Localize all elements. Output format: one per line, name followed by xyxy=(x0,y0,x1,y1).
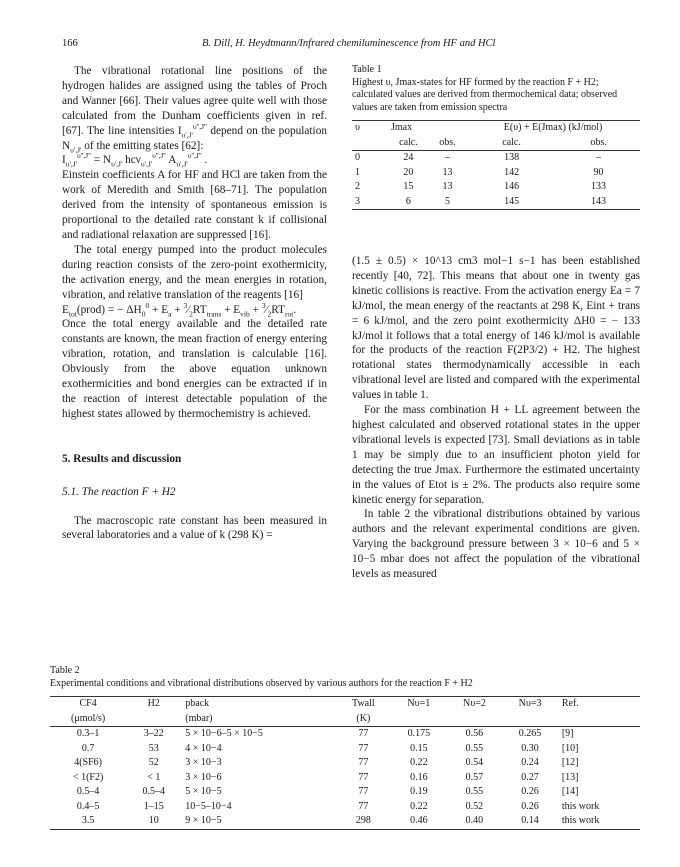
table-2-unit: (mbar) xyxy=(185,712,213,724)
table-row: 3 6 5 145 143 xyxy=(352,195,640,210)
paragraph-energy-available: Once the total energy available and the detailed rate constants are known, the mean fraction of energy entering vibration, rotation, and translation is calculable [16]. Obviously from the above equation unknown exothermicities and bond energies can be extracted if in the reaction of interest detectable population of the highest states allowed by thermochemistry is achieved. xyxy=(62,318,327,420)
table-2-header: CF4 xyxy=(79,698,97,709)
table-cell: this work xyxy=(561,815,600,826)
table-cell: 0.26 xyxy=(521,786,539,797)
running-header xyxy=(62,38,632,52)
equation-total-energy: $E_{tot}(prod)$ = − $\Delta H_0^0 + E_a$ + $^3⁄_2RT_{trans} + E_{vib}$ + $^3⁄_2RT_{rot}$. xyxy=(62,300,297,318)
table-cell: 0.265 xyxy=(518,728,542,739)
table-cell: 0.5–4 xyxy=(142,786,166,797)
table-2-unit: (μmol/s) xyxy=(71,712,106,724)
table-cell: < 1 xyxy=(147,771,161,783)
table-2-header: H2 xyxy=(147,698,160,709)
table-cell: 0.46 xyxy=(410,815,428,826)
table-cell: 0.27 xyxy=(521,771,539,783)
section-heading: 5. Results and discussion xyxy=(62,452,182,465)
table-cell: 77 xyxy=(358,757,369,768)
table-cell: 0.4–5 xyxy=(76,800,100,812)
table-1-header-v: υ xyxy=(355,122,360,133)
paragraph-einstein: Einstein coefficients A for HF and HCl are taken from the work of Meredith and Smith [68–71]. The population derived from the intensity of spontaneous emission is proportional to the detailed rate constant k if collisional and radiational relaxation are suppressed [16]. xyxy=(62,169,327,241)
table-cell: 0.40 xyxy=(465,815,484,826)
table-cell: this work xyxy=(561,800,600,812)
table-cell: 0.15 xyxy=(410,742,428,754)
table-cell: [9] xyxy=(561,728,574,739)
table-1-sub: calc. xyxy=(399,136,418,148)
table-row xyxy=(50,727,640,742)
table-cell: [12] xyxy=(561,757,579,768)
table-2-label: Table 2 xyxy=(50,665,80,676)
paragraph-mass-combination: For the mass combination H + LL agreement between the highest calculated and observed rotational states in the upper vibrational levels is expected [73]. Small deviations as in table 1 may be simply due to an insufficient photon yield for detecting the true Jmax. Furthermore the estimated uncertainty in the values of Etot is ± 2%. The products also require some kinetic energy for separation. xyxy=(352,404,640,506)
table-cell: 77 xyxy=(358,800,369,812)
table-cell: [14] xyxy=(561,786,579,797)
table-cell: 77 xyxy=(358,742,369,754)
table-1-sub: obs. xyxy=(439,136,456,148)
table-cell: 0.55 xyxy=(465,742,484,754)
table-row xyxy=(50,814,640,829)
table-cell: 0.14 xyxy=(521,815,539,826)
table-row xyxy=(50,756,640,771)
table-2-caption: Experimental conditions and vibrational distributions observed by various authors for the reaction F + H2 xyxy=(50,677,473,689)
left-column xyxy=(62,64,327,543)
table-cell: 0.5–4 xyxy=(76,786,100,797)
table-cell: 53 xyxy=(148,742,159,754)
table-row xyxy=(50,771,640,786)
table-cell: 3.5 xyxy=(81,815,95,826)
table-cell: 0.19 xyxy=(410,786,428,797)
table-cell: 0.7 xyxy=(81,742,95,754)
table-2-grid xyxy=(50,696,640,830)
table-cell: 298 xyxy=(355,815,371,826)
running-title: B. Dill, H. Heydtmann/Infrared chemiluminescence from HF and HCl xyxy=(202,38,496,49)
table-row: 2 15 13 146 133 xyxy=(355,181,607,192)
table-2-header: Twall xyxy=(352,698,375,709)
table-2-header: Nυ=1 xyxy=(407,698,431,709)
paragraph-rate-established: (1.5 ± 0.5) × 10^13 cm3 mol−1 s−1 has been established recently [40, 72]. This means that about one in twenty gas kinetic collisions is reactive. From the activation energy Ea = 7 kJ/mol, the mean energy of the reactants at 298 K, Eint + trans = 6 kJ/mol, and the zero point exothermicity ΔH0 = − 133 kJ/mol it follows that a total energy of 146 kJ/mol is available for the products of the reaction F(2P3/2) + H2. The highest rotational states thermodynamically accessible in each vibrational level are listed and compared with the experimental values in table 1. xyxy=(352,255,640,402)
page-number: 166 xyxy=(62,38,78,49)
table-cell: 9 × 10−5 xyxy=(185,815,222,826)
table-1-label: Table 1 xyxy=(352,64,382,75)
table-row xyxy=(50,742,640,757)
table-cell: 0.24 xyxy=(521,757,539,768)
table-1-grid xyxy=(352,120,640,210)
table-cell: 0.57 xyxy=(465,771,484,783)
table-cell: 3 × 10−3 xyxy=(185,757,222,768)
table-cell: [10] xyxy=(561,742,579,754)
table-cell: < 1(F2) xyxy=(72,771,104,783)
table-1 xyxy=(352,64,640,210)
table-cell: 0.3–1 xyxy=(76,728,100,739)
table-cell: 5 × 10−6–5 × 10−5 xyxy=(185,728,263,739)
table-cell: 0.52 xyxy=(465,800,484,812)
table-2-header: pback xyxy=(185,698,210,709)
paragraph-line-positions: The vibrational rotational line positions of the hydrogen halides are assigned using the tables of Proch and Wanner [66]. Their values agree quite well with those calculated from the Dunham coefficients given in ref. [67]. The line intensities $I_{\upsilon',J'}^{\upsilon'',J''}$ depend on the population $N_{\upsilon',J'}$ of the emitting states [62]: xyxy=(62,65,327,154)
table-cell: 52 xyxy=(148,757,159,768)
equation-intensity: $I_{\upsilon',J'}^{\upsilon'',J''} = N_{\upsilon',J'}$ hcν$_{\upsilon',J'}^{\upsilon'',J''}$ $A_{\upsilon',J'}^{\upsilon'',J''}$ . xyxy=(62,151,208,169)
table-1-caption: Highest υ, Jmax-states for HF formed by the reaction F + H2; calculated values are derived from thermochemical data; observed values are taken from emission spectra xyxy=(352,76,618,113)
table-cell: 0.54 xyxy=(465,757,484,768)
table-cell: 4(SF6) xyxy=(74,757,103,768)
table-cell: [13] xyxy=(561,771,579,783)
table-cell: 0.22 xyxy=(410,757,428,768)
table-2-header: Nυ=2 xyxy=(463,698,486,709)
table-1-header-energy: E(υ) + E(Jmax) (kJ/mol) xyxy=(503,122,603,133)
table-1-sub: calc. xyxy=(502,136,521,148)
table-2-unit: (K) xyxy=(356,712,371,724)
table-1-sub: obs. xyxy=(590,136,607,148)
subsection-heading: 5.1. The reaction F + H2 xyxy=(62,485,176,498)
table-2-body xyxy=(50,727,640,830)
paragraph-rate-constant: The macroscopic rate constant has been measured in several laboratories and a value of k (298 K) = xyxy=(62,514,327,542)
table-cell: 77 xyxy=(358,771,369,783)
table-cell: 0.22 xyxy=(410,800,428,812)
table-cell: 77 xyxy=(358,728,369,739)
paragraph-total-energy: The total energy pumped into the product molecules during reaction consists of the zero-point exothermicity, the activation energy, and the mean energies in rotation, vibration, and relative translation of the reagents [16] xyxy=(62,243,327,301)
table-2-header: Nυ=3 xyxy=(518,698,542,709)
table-cell: 3 × 10−6 xyxy=(185,771,222,783)
table-cell: 4 × 10−4 xyxy=(185,742,222,754)
table-cell: 0.56 xyxy=(465,728,484,739)
table-row: 0 24 – 138 – xyxy=(355,152,602,163)
table-cell: 0.55 xyxy=(465,786,484,797)
table-cell: 5 × 10−5 xyxy=(185,786,222,797)
table-cell: 0.16 xyxy=(410,771,428,783)
table-cell: 1–15 xyxy=(143,800,164,812)
table-cell: 0.30 xyxy=(521,742,539,754)
table-cell: 3–22 xyxy=(143,728,164,739)
table-cell: 0.175 xyxy=(407,728,431,739)
table-cell: 10−5–10−4 xyxy=(185,800,232,812)
table-1-header-jmax: Jmax xyxy=(391,122,413,133)
right-column xyxy=(352,254,640,582)
table-row xyxy=(50,785,640,800)
table-cell: 77 xyxy=(358,786,369,797)
table-2-header: Ref. xyxy=(561,698,579,709)
table-row: 1 20 13 142 90 xyxy=(355,166,604,178)
table-2 xyxy=(50,665,640,830)
table-cell: 10 xyxy=(148,815,159,826)
paragraph-table2-intro: In table 2 the vibrational distributions obtained by various authors and the relevant experimental conditions are given. Varying the background pressure between 3 × 10−6 and 5 × 10−5 mbar does not affect the population of the vibrational levels as measured xyxy=(352,508,640,581)
table-cell: 0.26 xyxy=(521,800,539,812)
table-row xyxy=(50,800,640,815)
